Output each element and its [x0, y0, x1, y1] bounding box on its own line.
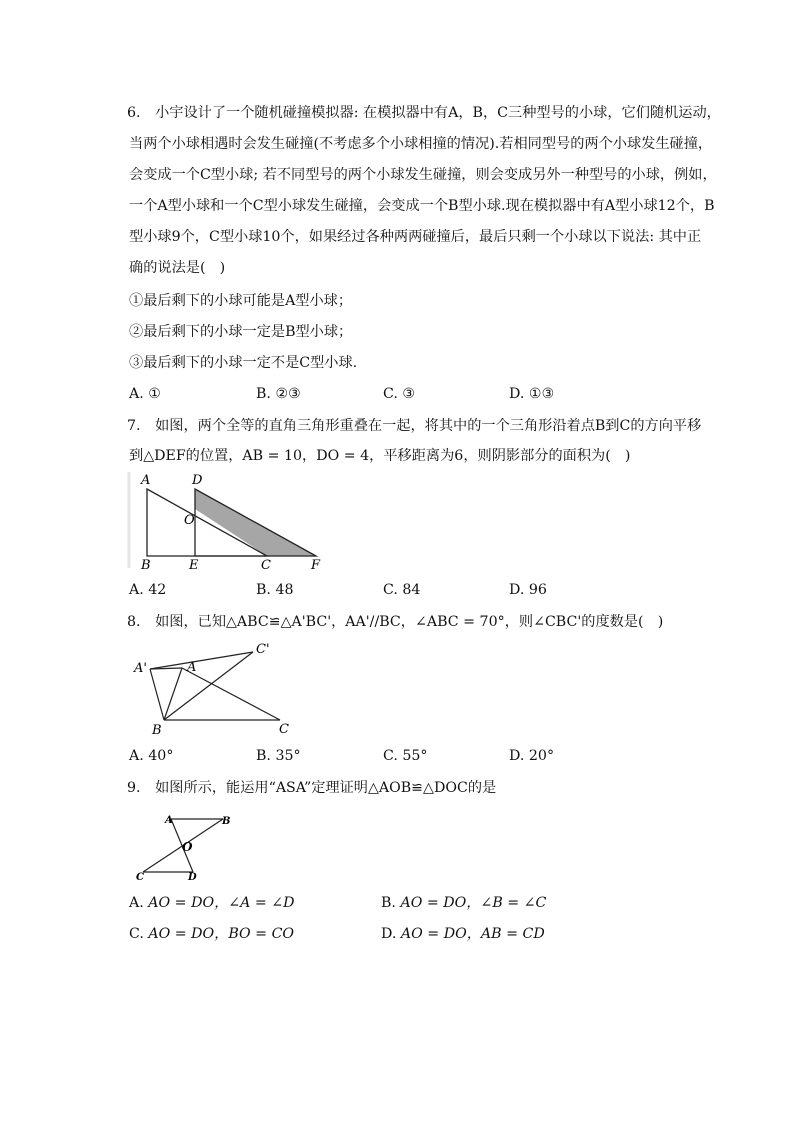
q6-line-6: 确的说法是( )	[129, 260, 226, 276]
q8-option-b[interactable]: B. 35°	[256, 748, 301, 764]
q9-number: 9.	[127, 780, 141, 796]
q6-line-1: 6. 小宇设计了一个随机碰撞模拟器: 在模拟器中有A，B，C三种型号的小球，它们随机运动，	[127, 105, 721, 121]
q7-label-o: O	[184, 513, 195, 528]
q9-option-a[interactable]: A. AO = DO，∠A = ∠D	[129, 895, 295, 911]
q8-label-a: A	[187, 660, 197, 675]
q8-label-c: C	[279, 722, 289, 737]
q9-label-d: D	[188, 872, 197, 883]
q9-option-d[interactable]: D. AO = DO，AB = CD	[381, 926, 545, 942]
q6-statement-1: ①最后剩下的小球可能是A型小球；	[129, 293, 353, 309]
q7-label-c: C	[261, 558, 271, 573]
q7-line-2: 到△DEF的位置，AB = 10，DO = 4，平移距离为6，则阴影部分的面积为( )	[129, 448, 631, 464]
q8-label-a-prime: A'	[134, 661, 147, 676]
q7-option-c[interactable]: C. 84	[383, 582, 421, 598]
q7-label-a: A	[141, 473, 151, 488]
q6-option-c[interactable]: C. ③	[383, 386, 416, 402]
q9-label-b: B	[222, 816, 231, 827]
q7-option-d[interactable]: D. 96	[509, 582, 547, 598]
q6-line-3: 会变成一个C型小球; 若不同型号的两个小球发生碰撞，则会变成另外一种型号的小球，例如，	[129, 167, 717, 183]
q7-figure-translated-triangles	[125, 468, 335, 578]
q6-line-2: 当两个小球相遇时会发生碰撞(不考虑多个小球相撞的情况).若相同型号的两个小球发生碰撞，	[129, 136, 713, 152]
q7-label-f: F	[311, 558, 321, 573]
q9-option-b[interactable]: B. AO = DO，∠B = ∠C	[381, 895, 547, 911]
q8-option-c[interactable]: C. 55°	[383, 748, 428, 764]
q8-number: 8.	[127, 614, 141, 630]
q8-label-c-prime: C'	[256, 642, 270, 657]
q6-line-4: 一个A型小球和一个C型小球发生碰撞，会变成一个B型小球.现在模拟器中有A型小球12个，B	[129, 198, 715, 214]
q9-label-a: A	[165, 815, 173, 826]
q6-option-d[interactable]: D. ①③	[509, 386, 555, 402]
q8-label-b: B	[152, 723, 162, 738]
q8-figure-congruent-triangles	[125, 635, 305, 745]
q7-label-d: D	[192, 473, 203, 488]
q9-label-o: O	[182, 840, 193, 854]
q7-option-b[interactable]: B. 48	[256, 582, 294, 598]
q6-statement-2: ②最后剩下的小球一定是B型小球；	[129, 324, 353, 340]
q7-label-b: B	[141, 558, 151, 573]
q9-figure-crossing-segments	[125, 805, 255, 885]
q6-option-b[interactable]: B. ②③	[256, 386, 301, 402]
q9-option-c[interactable]: C. AO = DO，BO = CO	[129, 926, 295, 942]
q6-option-a[interactable]: A. ①	[129, 386, 162, 402]
q6-statement-3: ③最后剩下的小球一定不是C型小球.	[129, 355, 358, 371]
q9-label-c: C	[136, 872, 144, 883]
q7-option-a[interactable]: A. 42	[129, 582, 167, 598]
q7-line-1: 7. 如图，两个全等的直角三角形重叠在一起，将其中的一个三角形沿着点B到C的方向平移	[127, 418, 702, 434]
q7-label-e: E	[189, 558, 199, 573]
q7-number: 7.	[127, 418, 141, 434]
q8-option-a[interactable]: A. 40°	[129, 748, 174, 764]
q6-number: 6.	[127, 105, 141, 121]
q9-line-1: 9. 如图所示，能运用“ASA”定理证明△AOB≌△DOC的是	[127, 780, 497, 796]
q6-line-5: 型小球9个，C型小球10个，如果经过各种两两碰撞后，最后只剩一个小球以下说法: 其中正	[129, 229, 702, 245]
q8-line-1: 8. 如图，已知△ABC≌△A'BC'，AA'//BC，∠ABC = 70°，则∠CBC'的度数是( )	[127, 614, 664, 630]
q8-option-d[interactable]: D. 20°	[509, 748, 555, 764]
